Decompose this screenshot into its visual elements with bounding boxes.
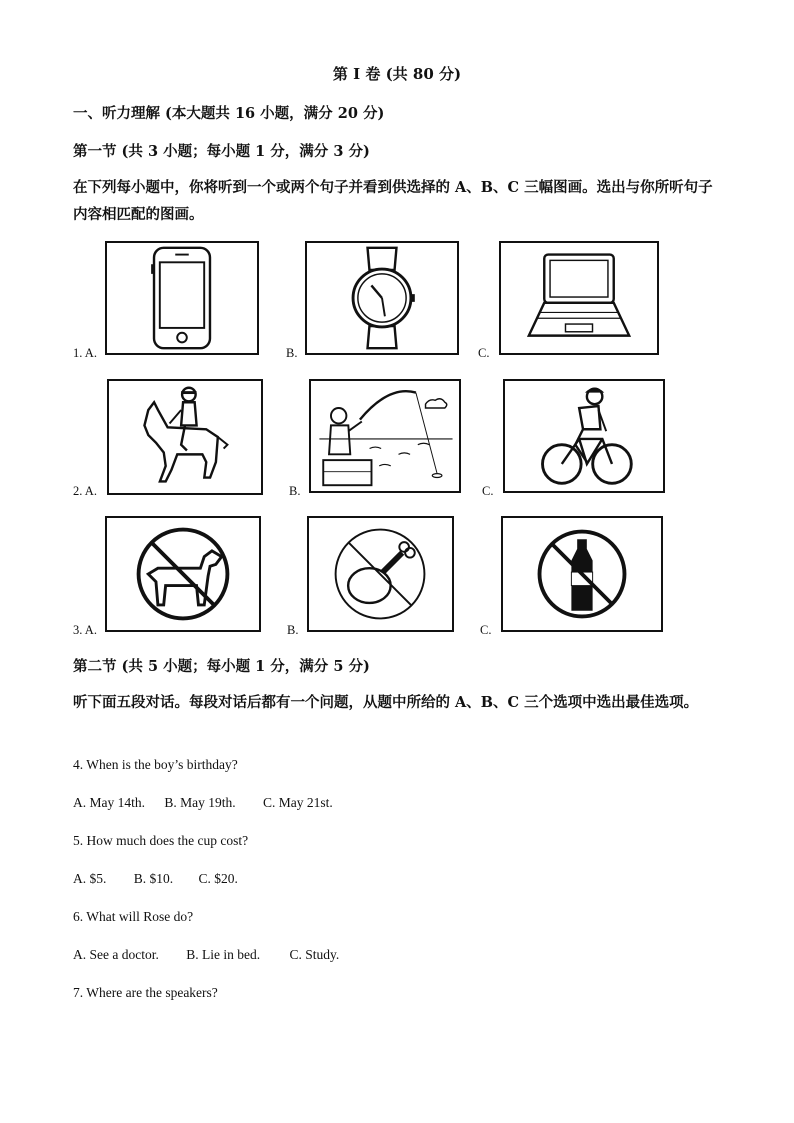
question-5-options bbox=[73, 871, 238, 887]
no-dogs-icon bbox=[107, 518, 259, 630]
section1-instructions: 在下列每小题中，你将听到一个或两个句子并看到供选择的 A、B、C 三幅图画。选出与你所听句子内容相匹配的图画。 bbox=[73, 179, 713, 223]
smartphone-icon bbox=[107, 243, 257, 353]
section1-heading: 第一节 (共 3 小题；每小题 1 分，满分 3 分) bbox=[73, 143, 370, 160]
question-4-option-a[interactable]: A. May 14th. bbox=[73, 795, 145, 810]
option-1c[interactable] bbox=[499, 241, 659, 355]
laptop-icon bbox=[501, 243, 657, 353]
cycling-icon bbox=[505, 381, 663, 491]
question-5-text: 5. How much does the cup cost? bbox=[73, 833, 249, 848]
page-title: 第 I 卷 (共 80 分) bbox=[332, 65, 462, 83]
horse-riding-icon bbox=[109, 381, 261, 493]
question-3-option-b-label: B. bbox=[287, 623, 299, 637]
question-5-option-c[interactable]: C. $20. bbox=[198, 871, 238, 886]
wristwatch-icon bbox=[307, 243, 457, 353]
option-3c[interactable] bbox=[501, 516, 663, 632]
option-2c[interactable] bbox=[503, 379, 665, 493]
question-6-text: 6. What will Rose do? bbox=[73, 909, 194, 924]
option-3b[interactable] bbox=[307, 516, 454, 632]
question-7-text: 7. Where are the speakers? bbox=[73, 985, 218, 1000]
question-5-option-a[interactable]: A. $5. bbox=[73, 871, 107, 886]
question-6-option-b[interactable]: B. Lie in bed. bbox=[186, 947, 261, 962]
question-1-label: 1. A. bbox=[73, 346, 97, 360]
question-2-option-c-label: C. bbox=[482, 484, 494, 498]
option-1b[interactable] bbox=[305, 241, 459, 355]
no-soda-icon bbox=[503, 518, 661, 630]
question-3-label: 3. A. bbox=[73, 623, 97, 637]
part1-heading: 一、听力理解 (本大题共 16 小题，满分 20 分) bbox=[73, 105, 385, 122]
question-5-option-b[interactable]: B. $10. bbox=[133, 871, 174, 886]
question-3-option-c-label: C. bbox=[480, 623, 492, 637]
fishing-icon bbox=[311, 381, 459, 491]
question-4-text: 4. When is the boy’s birthday? bbox=[73, 757, 238, 772]
question-6-options bbox=[73, 947, 339, 963]
section2-heading: 第二节 (共 5 小题；每小题 1 分，满分 5 分) bbox=[73, 658, 370, 675]
question-2-label: 2. A. bbox=[73, 484, 97, 498]
question-1-option-b-label: B. bbox=[286, 346, 298, 360]
option-2b[interactable] bbox=[309, 379, 461, 493]
section2-instructions: 听下面五段对话。每段对话后都有一个问题，从题中所给的 A、B、C 三个选项中选出最佳选项。 bbox=[73, 694, 699, 711]
question-1-option-c-label: C. bbox=[478, 346, 490, 360]
question-6-option-c[interactable]: C. Study. bbox=[289, 947, 340, 962]
option-2a[interactable] bbox=[107, 379, 263, 495]
question-4-options bbox=[73, 795, 333, 811]
question-4-option-b[interactable]: B. May 19th. bbox=[164, 795, 236, 810]
option-1a[interactable] bbox=[105, 241, 259, 355]
question-4-option-c[interactable]: C. May 21st. bbox=[263, 795, 333, 810]
question-2-option-b-label: B. bbox=[289, 484, 301, 498]
no-chicken-icon bbox=[309, 518, 452, 630]
question-6-option-a[interactable]: A. See a doctor. bbox=[73, 947, 159, 962]
option-3a[interactable] bbox=[105, 516, 261, 632]
